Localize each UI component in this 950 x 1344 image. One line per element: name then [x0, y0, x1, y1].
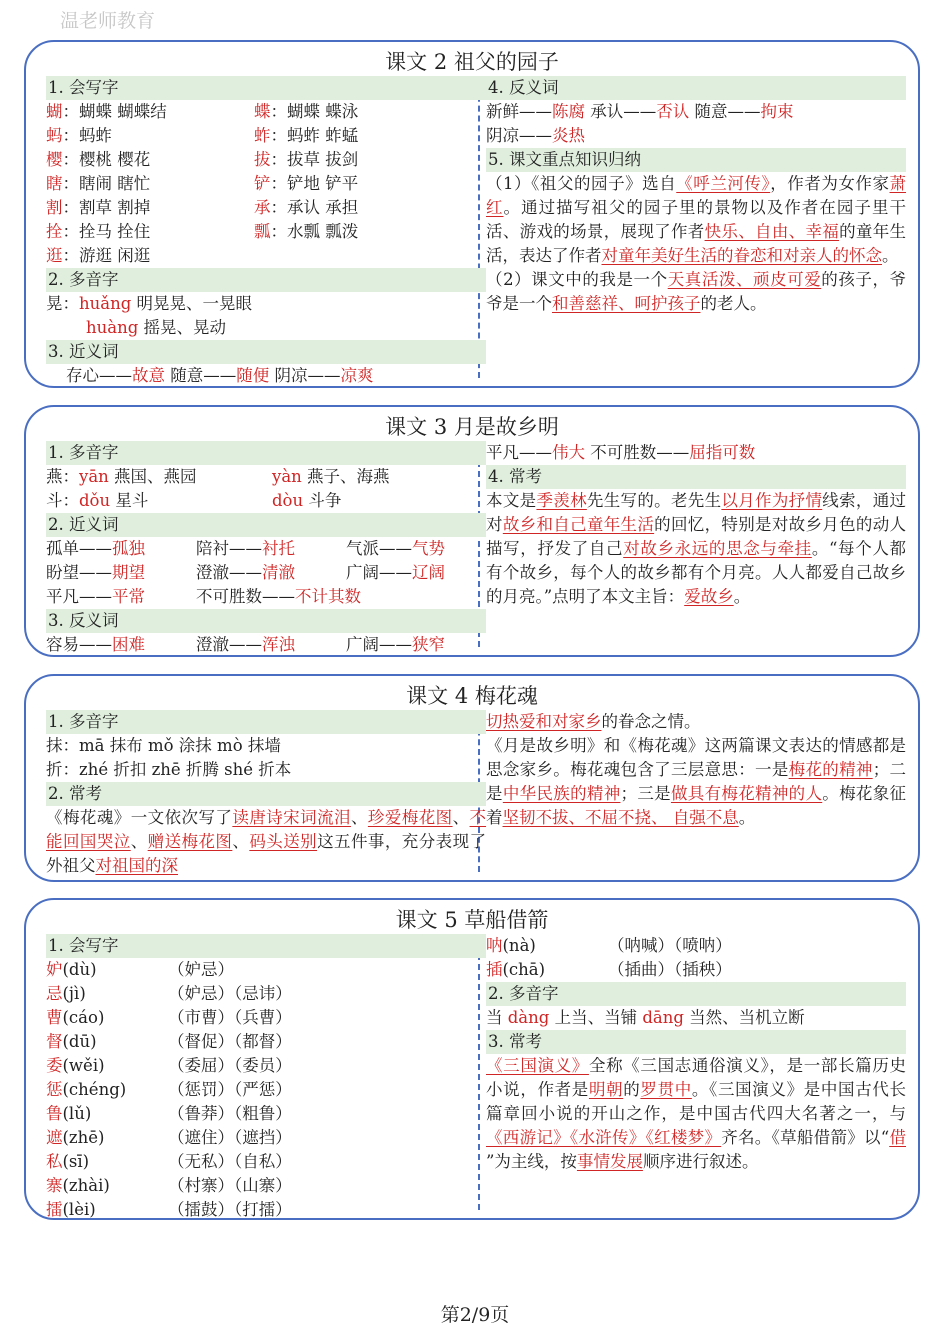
char: 樱: [46, 150, 63, 169]
section-heading: 2. 多音字: [486, 982, 906, 1006]
term: 存心——: [66, 366, 132, 385]
section-heading: 2. 常考: [46, 782, 486, 806]
char: 瞎: [46, 174, 63, 193]
char: 晃：: [46, 294, 79, 313]
section-heading: 2. 多音字: [46, 268, 486, 292]
pinyin: huǎng: [79, 294, 132, 313]
char: 惩: [46, 1080, 63, 1099]
words: ：蝴蝶 蝶泳: [270, 102, 359, 121]
words: ：蚂蚱: [62, 126, 112, 145]
pinyin: huàng: [86, 318, 139, 337]
lesson-3-card: [24, 405, 920, 657]
pinyin: (dù): [62, 960, 97, 979]
word-row: [46, 124, 486, 148]
char: 私: [46, 1152, 63, 1171]
char-row: [46, 1102, 486, 1126]
polyphone-row: 斗：dǒu 星斗 dòu 斗争: [46, 491, 342, 510]
char: 寨: [46, 1176, 63, 1195]
char: 拔: [254, 150, 271, 169]
char: 逛: [46, 246, 63, 265]
char: 遮: [46, 1128, 63, 1147]
answer: 炎热: [552, 126, 585, 145]
words: 摇晃、晃动: [138, 318, 227, 337]
lesson-2-right-column: [486, 76, 906, 316]
pinyin: (chéng): [62, 1080, 127, 1099]
polyphone-row: 燕：yān 燕国、燕园 yàn 燕子、海燕: [46, 467, 390, 486]
lesson-3-title: 课文 3 月是故乡明: [385, 415, 559, 439]
section-heading: 5. 课文重点知识归纳: [486, 148, 906, 172]
key-points-paragraph: 《三国演义》全称《三国志通俗演义》，是一部长篇历史小说，作者是明朝的罗贯中。《三国演义》是中国古代长篇章回小说的开山之作，是中国古代四大名著之一，与《西游记》《水浒传》《红楼梦》齐名。《草船借箭》以“借 ”为主线，按事情发展顺序进行叙述。: [486, 1056, 906, 1171]
pinyin: (cáo): [62, 1008, 105, 1027]
antonym-row: 平凡——伟大 不可胜数——屈指可数: [486, 443, 756, 462]
section-heading: 3. 反义词: [46, 609, 486, 633]
words: （市曹）（兵曹）: [168, 1008, 292, 1027]
lesson-2-card: [24, 40, 920, 388]
key-points-paragraph: 本文是季羡林先生写的。老先生以月作为抒情线索，通过对故乡和自己童年生活的回忆，特别是对故乡月色的动人描写，抒发了自己对故乡永远的思念与牵挂。“每个人都有个故乡，每个人的故乡都有个月亮。人人都爱自己故乡的月亮。”点明了本文主旨：爱故乡。: [486, 491, 907, 606]
words: ：蝴蝶 蝴蝶结: [62, 102, 167, 121]
key-points-paragraph: （1）《祖父的园子》选自《呼兰河传》，作者为女作家萧红。通过描写祖父的园子里的景物以及作者在园子里干活、游戏的场景，展现了作者快乐、自由、幸福的童年生活，表达了作者对童年美好生活的眷恋和对亲人的怀念。: [486, 174, 907, 265]
words: ：承认 承担: [270, 198, 359, 217]
polyphone-row: 折：zhé 折扣 zhē 折腾 shé 折本: [46, 760, 292, 779]
pinyin: (lèi): [62, 1200, 96, 1219]
answer: 否认: [656, 102, 690, 121]
char-row: [46, 958, 486, 982]
word-row: [46, 220, 486, 244]
answer: 拘束: [760, 102, 794, 121]
char: 铲: [254, 174, 271, 193]
char-row: [46, 1078, 486, 1102]
section-heading: 2. 近义词: [46, 513, 486, 537]
section-heading: 4. 常考: [486, 465, 906, 489]
word-row: [46, 100, 486, 124]
key-points-paragraph: 《梅花魂》一文依次写了读唐诗宋词流泪、珍爱梅花图、不能回国哭泣、赠送梅花图、码头送别这五件事，充分表现了外祖父对祖国的深: [46, 808, 487, 875]
lesson-3-left-column: [46, 441, 486, 657]
char: 承: [254, 198, 271, 217]
char: 瓢: [254, 222, 271, 241]
char-row: [46, 1054, 486, 1078]
char: 蝶: [254, 102, 271, 121]
pinyin: (zhài): [62, 1176, 110, 1195]
char-row: [46, 1150, 486, 1174]
words: ：拴马 拴住: [62, 222, 151, 241]
char-row: 插(chā) （插曲）（插秧）: [486, 960, 732, 979]
section-heading: 3. 近义词: [46, 340, 486, 364]
words: （惩罚）（严惩）: [168, 1080, 292, 1099]
words: （妒忌）（忌讳）: [168, 984, 292, 1003]
word-row: [46, 172, 486, 196]
lesson-3-right-column: [486, 441, 906, 609]
words: ：拔草 拔剑: [270, 150, 359, 169]
char: 割: [46, 198, 63, 217]
antonym-row: [486, 124, 906, 148]
section-heading: 1. 会写字: [46, 76, 486, 100]
words: （遮住）（遮挡）: [168, 1128, 292, 1147]
char-row: [46, 1198, 486, 1222]
char: 鲁: [46, 1104, 63, 1123]
term: 承认——: [585, 102, 657, 121]
words: 明晃晃、一晃眼: [131, 294, 253, 313]
key-points-paragraph: 《月是故乡明》和《梅花魂》这两篇课文表达的情感都是思念家乡。梅花魂包含了三层意思：一是梅花的精神；二是中华民族的精神；三是做具有梅花精神的人。梅花象征着坚韧不拔、不屈不挠、 自强不息。: [486, 736, 906, 827]
antonym-row: 容易——困难 澄澈——浑浊 广阔——狭窄: [46, 635, 445, 654]
pinyin: (sī): [62, 1152, 90, 1171]
lesson-2-title: 课文 2 祖父的园子: [385, 50, 559, 74]
char-row: [46, 1006, 486, 1030]
lesson-4-left-column: [46, 710, 486, 878]
section-heading: 1. 多音字: [46, 441, 486, 465]
synonym-row: 盼望——期望 澄澈——清澈 广阔——辽阔: [46, 563, 445, 582]
char: 曹: [46, 1008, 63, 1027]
antonym-row: [486, 100, 906, 124]
synonym-row: 平凡——平常 不可胜数——不计其数: [46, 587, 361, 606]
words: ：樱桃 樱花: [62, 150, 151, 169]
words: ：铲地 铲平: [270, 174, 359, 193]
polyphone-row: 当 dàng 上当、当铺 dāng 当然、当机立断: [486, 1008, 805, 1027]
polyphone-row: [46, 316, 486, 340]
words: ：瞎闹 瞎忙: [62, 174, 151, 193]
words: （督促）（都督）: [168, 1032, 292, 1051]
char-row: [46, 1030, 486, 1054]
word-row: [46, 196, 486, 220]
term: 新鲜——: [486, 102, 552, 121]
term: 阴凉——: [486, 126, 552, 145]
char: 擂: [46, 1200, 63, 1219]
pinyin: (zhē): [62, 1128, 105, 1147]
char-row: [46, 1174, 486, 1198]
term: 随意——: [165, 366, 237, 385]
words: ：蚂蚱 蚱蜢: [270, 126, 359, 145]
words: （擂鼓）（打擂）: [168, 1200, 292, 1219]
answer: 凉爽: [340, 366, 374, 385]
pinyin: (wěi): [62, 1056, 105, 1075]
answer: 陈腐: [552, 102, 585, 121]
words: ：割草 割掉: [62, 198, 151, 217]
term: 阴凉——: [269, 366, 341, 385]
char: 忌: [46, 984, 63, 1003]
lesson-5-card: [24, 898, 920, 1220]
char: 蚱: [254, 126, 271, 145]
section-heading: 4. 反义词: [486, 76, 906, 100]
char-row: 呐(nà) （呐喊）（喷呐）: [486, 936, 732, 955]
lesson-4-right-column: [486, 710, 906, 830]
answer: 随便: [236, 366, 270, 385]
section-heading: 1. 多音字: [46, 710, 486, 734]
lesson-4-card: [24, 674, 920, 882]
term: 随意——: [689, 102, 761, 121]
words: （委屈）（委员）: [168, 1056, 292, 1075]
words: （妒忌）: [168, 960, 234, 979]
lesson-2-left-column: [46, 76, 486, 388]
words: （无私）（自私）: [168, 1152, 292, 1171]
words: ：游逛 闲逛: [62, 246, 151, 265]
pinyin: (jì): [62, 984, 86, 1003]
char: 妒: [46, 960, 63, 979]
lesson-4-title: 课文 4 梅花魂: [406, 684, 538, 708]
char-row: [46, 1126, 486, 1150]
char: 督: [46, 1032, 63, 1051]
answer: 故意: [132, 366, 165, 385]
char-row: [46, 982, 486, 1006]
char: 委: [46, 1056, 63, 1075]
section-heading: 1. 会写字: [46, 934, 486, 958]
char: 蚂: [46, 126, 63, 145]
char-list: [46, 958, 486, 1222]
synonym-row: [46, 364, 486, 388]
polyphone-row: [46, 292, 486, 316]
lesson-5-title: 课文 5 草船借箭: [395, 908, 549, 932]
words: （村寨）（山寨）: [168, 1176, 292, 1195]
section-heading: 3. 常考: [486, 1030, 906, 1054]
char: 蝴: [46, 102, 63, 121]
word-row: [46, 244, 486, 268]
page-number: 第2/9页: [440, 1304, 510, 1326]
lesson-5-left-column: [46, 934, 486, 1222]
char: 拴: [46, 222, 63, 241]
pinyin: (lǔ): [62, 1104, 92, 1123]
word-row: [46, 148, 486, 172]
synonym-row: 孤单——孤独 陪衬——衬托 气派——气势: [46, 539, 445, 558]
watermark: 温老师教育: [60, 10, 156, 32]
words: （鲁莽）（粗鲁）: [168, 1104, 292, 1123]
key-points-paragraph: 切热爱和对家乡的眷念之情。: [486, 712, 701, 731]
words: ：水瓢 瓢泼: [270, 222, 359, 241]
pinyin: (dū): [62, 1032, 97, 1051]
key-points-paragraph: （2）课文中的我是一个天真活泼、顽皮可爱的孩子，爷爷是一个和善慈祥、呵护孩子的老人。: [486, 270, 906, 313]
polyphone-row: 抹：mā 抹布 mǒ 涂抹 mò 抹墙: [46, 736, 281, 755]
lesson-5-right-column: [486, 934, 906, 1174]
